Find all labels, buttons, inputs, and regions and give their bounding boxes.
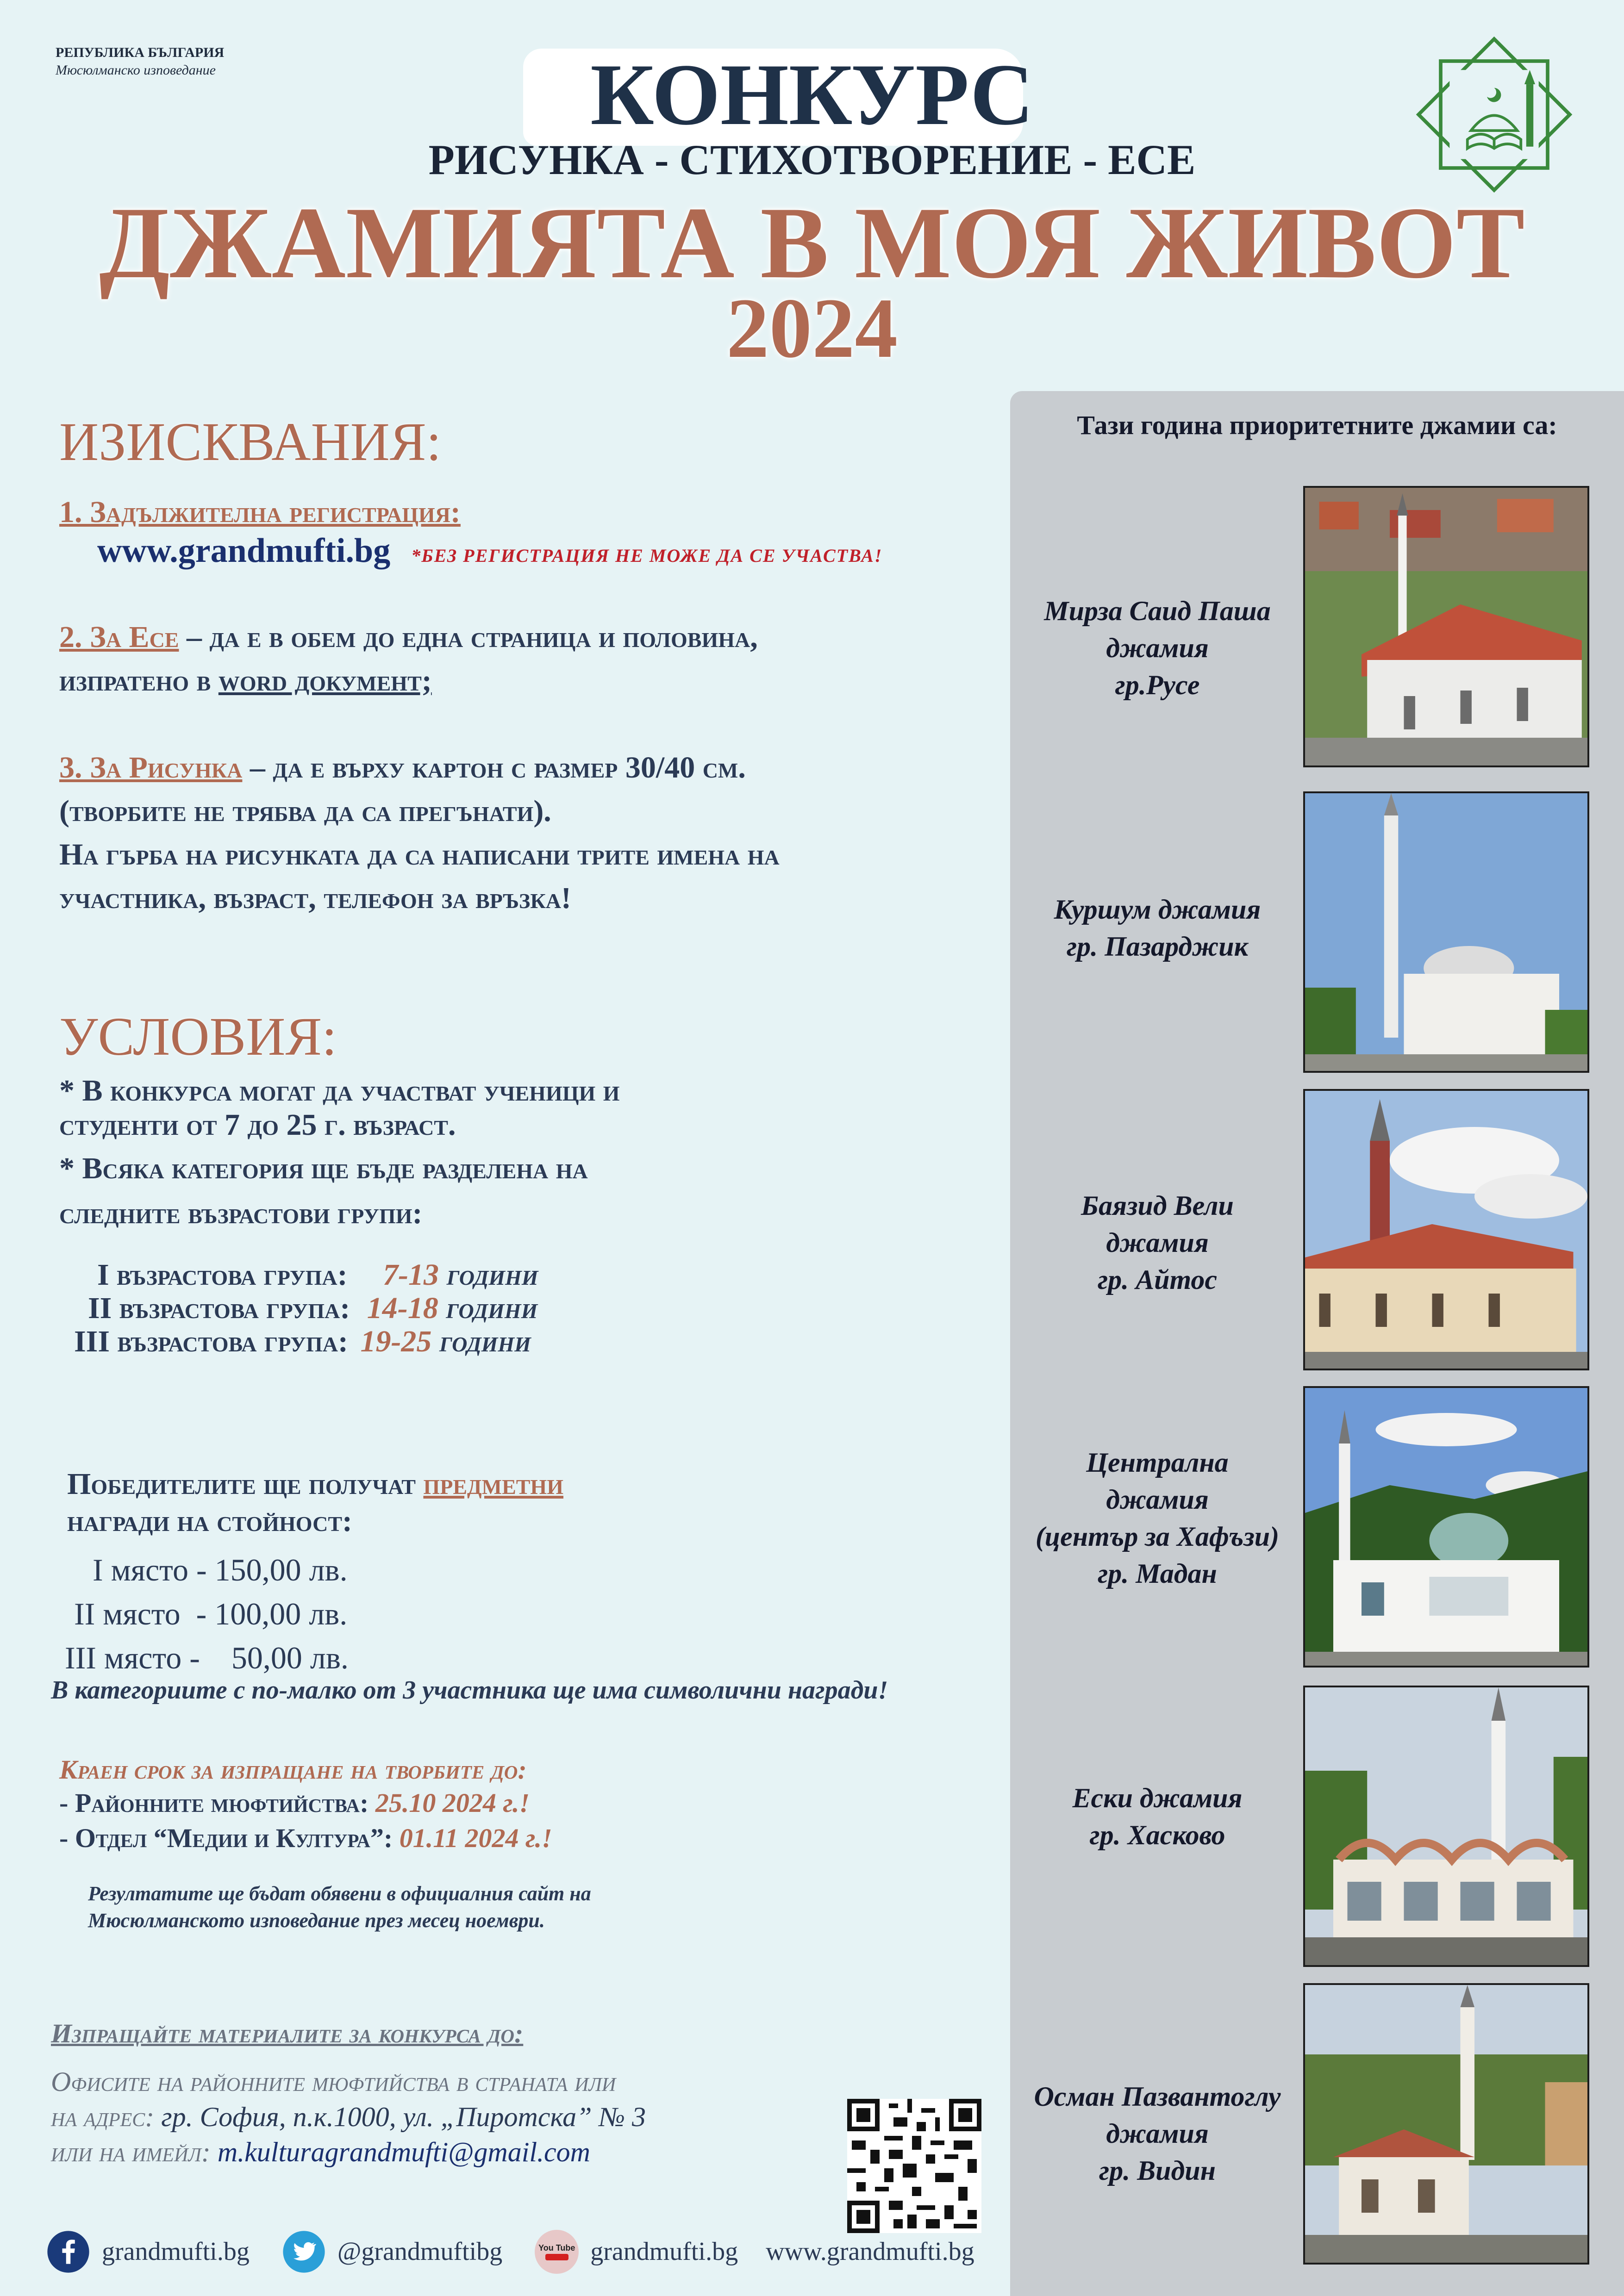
registration-note: *БЕЗ РЕГИСТРАЦИЯ НЕ МОЖЕ ДА СЕ УЧАСТВА! bbox=[411, 545, 883, 566]
mosque-type: джамия bbox=[1106, 1227, 1209, 1258]
drawing-line-4: участника, възраст, телефон за връзка! bbox=[59, 881, 571, 915]
drawing-line-2: (творбите не трябва да са прегънати). bbox=[59, 794, 551, 828]
prize-place-2: II място - 100,00 лв. bbox=[74, 1596, 348, 1631]
twitter-label: @grandmuftibg bbox=[337, 2237, 503, 2266]
requirements-heading: ИЗИСКВАНИЯ: bbox=[59, 411, 442, 472]
mosque-name: Куршум джамия bbox=[1054, 894, 1261, 925]
deadline-item-date: 01.11 2024 г.! bbox=[399, 1823, 552, 1853]
registration-label-text: 1. Задължителна регистрация: bbox=[59, 495, 461, 529]
age-group-unit: години bbox=[446, 1291, 538, 1325]
footer-social bbox=[46, 2228, 1018, 2275]
essay-text-2a: изпратено в bbox=[59, 664, 219, 697]
org-line-2: Мюсюлманско изповедание bbox=[56, 62, 216, 78]
mosque-type: джамия bbox=[1106, 1484, 1209, 1515]
age-group-range: 14-18 bbox=[367, 1291, 438, 1325]
send-heading: Изпращайте материалите за конкурса до: bbox=[51, 2018, 524, 2048]
mosque-photo-6 bbox=[1303, 1983, 1589, 2265]
prizes-text-1b: предметни bbox=[423, 1467, 563, 1501]
mosque-city: гр.Русе bbox=[1115, 670, 1200, 700]
contest-year: 2024 bbox=[726, 281, 898, 376]
mosque-photo-5 bbox=[1303, 1686, 1589, 1967]
age-group-range: 7-13 bbox=[383, 1258, 439, 1292]
drawing-text-1: – да е върху картон с размер 30/40 см. bbox=[242, 751, 746, 784]
essay-label: 2. За Есе bbox=[59, 620, 179, 654]
twitter-link[interactable] bbox=[282, 2230, 502, 2274]
prize-place-1: I място - 150,00 лв. bbox=[93, 1552, 348, 1587]
mosque-name: Централна bbox=[1086, 1447, 1229, 1478]
mosque-photo-3 bbox=[1303, 1089, 1589, 1370]
qr-code[interactable] bbox=[847, 2099, 981, 2233]
essay-line-2 bbox=[59, 659, 432, 703]
deadline-item-date: 25.10 2024 г.! bbox=[375, 1788, 530, 1818]
mosque-photo-1 bbox=[1303, 486, 1589, 767]
youtube-icon bbox=[535, 2230, 579, 2274]
send-line-1: Офисите на районните мюфтийства в страната или bbox=[51, 2066, 616, 2097]
facebook-icon bbox=[46, 2230, 90, 2274]
mosque-type: джамия bbox=[1106, 2118, 1209, 2149]
essay-line-1 bbox=[59, 616, 758, 659]
results-line-1: Резултатите ще бъдат обявени в официалния сайт на bbox=[88, 1882, 591, 1905]
website-link[interactable]: www.grandmufti.bg bbox=[766, 2237, 974, 2266]
mosque-name: Осман Пазвантоглу bbox=[1034, 2081, 1281, 2112]
org-line-1: РЕПУБЛИКА БЪЛГАРИЯ bbox=[56, 45, 225, 60]
facebook-link[interactable] bbox=[46, 2230, 250, 2274]
conditions-line-4: следните възрастови групи: bbox=[59, 1196, 423, 1230]
mosque-city: гр. Мадан bbox=[1098, 1558, 1217, 1589]
age-group-3 bbox=[74, 1320, 531, 1363]
mosque-city: гр. Видин bbox=[1099, 2155, 1216, 2186]
mosque-city: гр. Хасково bbox=[1089, 1820, 1225, 1850]
youtube-link[interactable] bbox=[535, 2230, 738, 2274]
twitter-icon bbox=[282, 2230, 326, 2274]
send-line-2 bbox=[51, 2099, 646, 2134]
mosque-note: (център за Хафъзи) bbox=[1035, 1521, 1280, 1552]
age-group-unit: години bbox=[439, 1325, 531, 1358]
youtube-icon-text: You Tube bbox=[538, 2243, 575, 2252]
conditions-line-2: студенти от 7 до 25 г. възраст. bbox=[59, 1108, 456, 1142]
mosque-photo-4 bbox=[1303, 1386, 1589, 1668]
mosques-heading: Тази година приоритетните джамии са: bbox=[1077, 410, 1557, 440]
prizes-text-1a: Победителите ще получат bbox=[67, 1467, 424, 1501]
deadline-item-label: - Районните мюфтийства: bbox=[59, 1788, 375, 1818]
essay-text-2b: word документ; bbox=[218, 664, 432, 697]
mosque-type: джамия bbox=[1106, 633, 1209, 663]
youtube-label: grandmufti.bg bbox=[590, 2237, 738, 2266]
contest-categories: РИСУНКА - СТИХОТВОРЕНИЕ - ЕСЕ bbox=[428, 136, 1196, 183]
mosque-label-3 bbox=[1021, 1187, 1294, 1298]
age-group-label: II възрастова група: bbox=[88, 1291, 350, 1325]
conditions-line-3: * Всяка категория ще бъде разделена на bbox=[59, 1151, 588, 1185]
mosque-photo-2 bbox=[1303, 791, 1589, 1073]
send-text-3a: или на имейл: bbox=[51, 2137, 218, 2167]
mosque-label-5 bbox=[1021, 1780, 1294, 1854]
send-line-3 bbox=[51, 2134, 590, 2170]
prize-place-3: III място - 50,00 лв. bbox=[65, 1640, 349, 1675]
contest-theme: ДЖАМИЯТА В МОЯ ЖИВОТ bbox=[99, 186, 1525, 300]
deadline-item-label: - Отдел “Медии и Култура”: bbox=[59, 1823, 400, 1853]
deadline-item-1 bbox=[59, 1787, 530, 1818]
mosque-label-1 bbox=[1021, 592, 1294, 703]
mosque-name: Ески джамия bbox=[1072, 1783, 1243, 1813]
registration-line bbox=[97, 531, 883, 571]
registration-url-link[interactable]: www.grandmufti.bg bbox=[97, 532, 391, 570]
mosque-label-2 bbox=[1021, 891, 1294, 965]
mosque-city: гр. Пазарджик bbox=[1066, 931, 1249, 962]
drawing-line-1 bbox=[59, 746, 746, 790]
mosque-name: Баязид Вели bbox=[1081, 1190, 1234, 1221]
deadline-item-2 bbox=[59, 1823, 552, 1854]
youtube-icon-bar bbox=[545, 2254, 568, 2260]
email-link[interactable]: m.kulturagrandmufti@gmail.com bbox=[217, 2137, 590, 2167]
prizes-note: В категориите с по-малко от 3 участника ще има символични награди! bbox=[51, 1676, 888, 1705]
drawing-label: 3. За Рисунка bbox=[59, 751, 243, 784]
age-group-range: 19-25 bbox=[360, 1325, 432, 1358]
deadline-heading: Краен срок за изпращане на творбите до: bbox=[59, 1755, 527, 1785]
send-text-2a: на адрес: bbox=[51, 2102, 162, 2132]
essay-text-1: – да е в обем до една страница и половина, bbox=[179, 620, 758, 654]
age-group-unit: години bbox=[446, 1258, 538, 1292]
drawing-line-3: На гърба на рисунката да са написани трите имена на bbox=[59, 838, 780, 871]
conditions-line-1: * В конкурса могат да участват ученици и bbox=[59, 1074, 620, 1108]
mosque-label-6 bbox=[1021, 2078, 1294, 2189]
results-line-2: Мюсюлманското изповедание през месец ноември. bbox=[88, 1909, 545, 1932]
facebook-label: grandmufti.bg bbox=[102, 2237, 250, 2266]
page-title: КОНКУРС bbox=[590, 46, 1034, 143]
prizes-line-2: награди на стойност: bbox=[67, 1504, 352, 1538]
conditions-heading: УСЛОВИЯ: bbox=[59, 1006, 337, 1067]
age-group-label: III възрастова група: bbox=[74, 1325, 348, 1358]
registration-label bbox=[59, 491, 461, 534]
mosque-city: гр. Айтос bbox=[1097, 1264, 1218, 1295]
age-group-label: I възрастова група: bbox=[97, 1258, 348, 1292]
mosque-name: Мирза Саид Паша bbox=[1044, 596, 1271, 626]
mosque-label-4 bbox=[1021, 1444, 1294, 1592]
postal-address: гр. София, п.к.1000, ул. „Пиротска” № 3 bbox=[161, 2102, 646, 2132]
